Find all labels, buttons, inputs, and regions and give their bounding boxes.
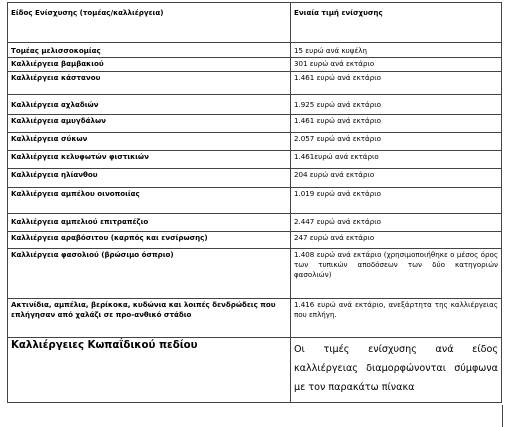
row-value: 247 ευρώ ανά εκτάριο (291, 232, 502, 249)
row-value: 1.461 ευρώ ανά εκτάριο (291, 72, 502, 95)
row-name: Καλλιέργεια σύκων (8, 133, 291, 151)
table-row (8, 214, 502, 232)
aid-table (7, 2, 502, 403)
table-row (8, 338, 502, 403)
row-name: Καλλιέργεια αμπελιού επιτραπέζιο (8, 214, 291, 232)
table-row (8, 169, 502, 188)
row-name: Καλλιέργειες Κωπαΐδικού πεδίου (8, 338, 291, 403)
row-name: Καλλιέργεια αραβόσιτου (καρπός και ενσίρωσης) (8, 232, 291, 249)
table-row (8, 299, 502, 338)
table-row (8, 95, 502, 115)
row-name: Καλλιέργεια ηλίανθου (8, 169, 291, 188)
header-aid-type: Είδος Ενίσχυσης (τομέας/καλλιέργεια) (8, 3, 291, 43)
table-row (8, 133, 502, 151)
row-name: Καλλιέργεια κελυφωτών φιστικιών (8, 151, 291, 169)
row-value: 204 ευρώ ανά εκτάριο (291, 169, 502, 188)
row-name: Καλλιέργεια αχλαδιών (8, 95, 291, 115)
row-value: 2.447 ευρώ ανά εκτάριο (291, 214, 502, 232)
row-value: 1.408 ευρώ ανά εκτάριο (χρησιμοποιήθηκε ο μέσος όρος των τυπικών αποδόσεων των δύο κατηγοριών φασολιών) (291, 249, 502, 299)
header-aid-price: Ενιαία τιμή ενίσχυσης (291, 3, 502, 43)
row-name: Καλλιέργεια αμυγδάλων (8, 115, 291, 133)
table-header-row (8, 3, 502, 43)
table-row (8, 43, 502, 58)
table-row (8, 58, 502, 72)
table-row (8, 232, 502, 249)
row-value: 1.416 ευρώ ανά εκτάριο, ανεξάρτητα της καλλιέργειας που επλήγη. (291, 299, 502, 338)
table-row (8, 188, 502, 214)
row-name: Καλλιέργεια κάστανου (8, 72, 291, 95)
row-name: Καλλιέργεια φασολιού (βρώσιμο όσπριο) (8, 249, 291, 299)
table-row (8, 72, 502, 95)
row-name: Καλλιέργεια βαμβακιού (8, 58, 291, 72)
row-value: 1.925 ευρώ ανά εκτάριο (291, 95, 502, 115)
row-value: 2.057 ευρώ ανά εκτάριο (291, 133, 502, 151)
row-value: 1.461ευρώ ανά εκτάριο (291, 151, 502, 169)
row-name: Τομέας μελισσοκομίας (8, 43, 291, 58)
row-value: Οι τιμές ενίσχυσης ανά είδος καλλιέργειας διαμορφώνονται σύμφωνα με τον παρακάτω πίνακα (291, 338, 502, 403)
table-row (8, 151, 502, 169)
row-value: 1.461 ευρώ ανά εκτάριο (291, 115, 502, 133)
table-row (8, 115, 502, 133)
row-value: 15 ευρώ ανά κυψέλη (291, 43, 502, 58)
table-border-fragment (502, 405, 503, 427)
table-row (8, 249, 502, 299)
row-name: Καλλιέργεια αμπέλου οινοποιίας (8, 188, 291, 214)
row-value: 301 ευρώ ανά εκτάριο (291, 58, 502, 72)
row-name: Ακτινίδια, αμπέλια, βερίκοκα, κυδώνια και λοιπές δενδρώδεις που επλήγησαν από χαλάζι σε προ-ανθικό στάδιο (8, 299, 291, 338)
row-value: 1.019 ευρώ ανά εκτάριο (291, 188, 502, 214)
